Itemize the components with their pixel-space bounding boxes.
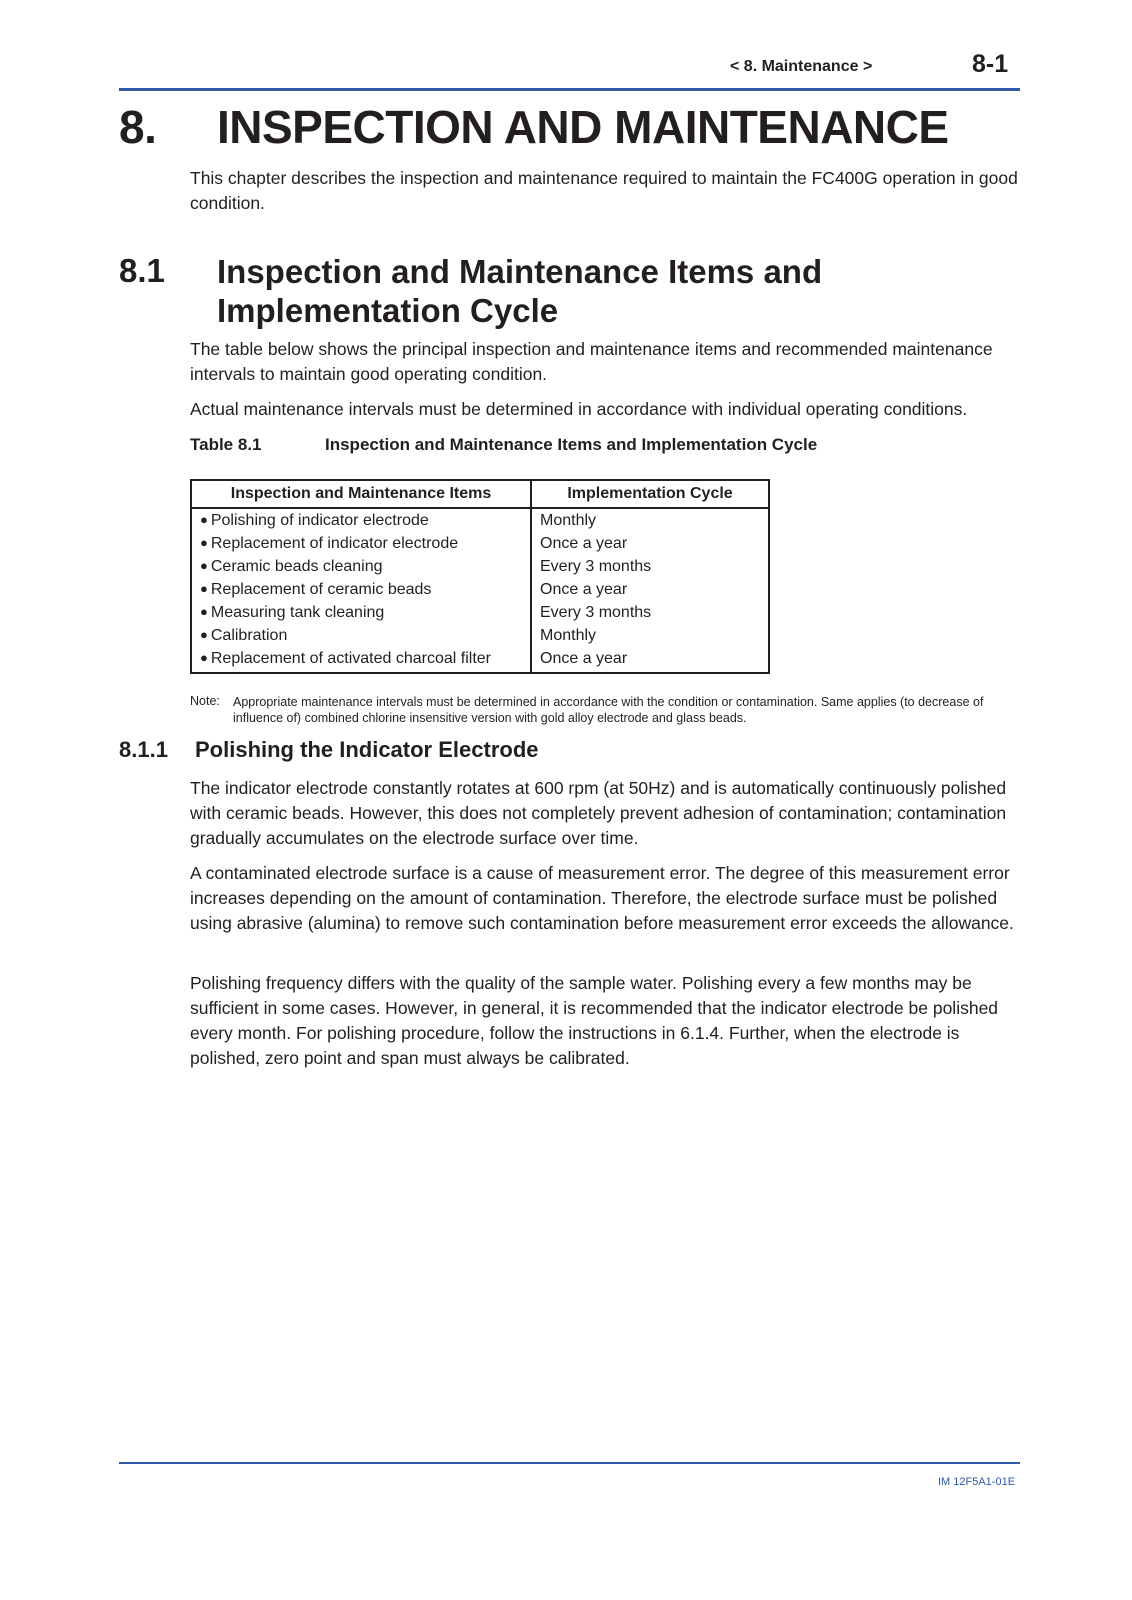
subsection-paragraph: A contaminated electrode surface is a cause of measurement error. The degree of this measurement error increases depending on the amount of contamination. Therefore, the electrode surface must be polished using abrasive (alumina) to remove such contamination before measurement error exceeds the allowance. [190, 863, 1014, 933]
running-header-section: < 8. Maintenance > [730, 58, 873, 75]
item-cell [191, 578, 531, 601]
subsection-number: 8.1.1 [119, 737, 168, 762]
table-row [191, 601, 769, 624]
section-number: 8.1 [119, 252, 165, 289]
item-cell [191, 555, 531, 578]
chapter-title: INSPECTION AND MAINTENANCE [217, 101, 949, 153]
bullet-icon: ● [200, 512, 208, 527]
section-paragraph: The table below shows the principal inspection and maintenance items and recommended maintenance intervals to maintain good operating condition. [190, 339, 993, 384]
cycle-cell: Monthly [540, 512, 597, 529]
item-text: Replacement of ceramic beads [210, 581, 432, 598]
table-row [191, 647, 769, 673]
column-header: Implementation Cycle [531, 480, 769, 508]
item-text: Replacement of activated charcoal filter [210, 650, 491, 667]
cycle-cell: Once a year [540, 650, 628, 667]
footer-rule [119, 1462, 1020, 1464]
table-row [191, 555, 769, 578]
item-cell [191, 624, 531, 647]
table-caption: Inspection and Maintenance Items and Implementation Cycle [325, 435, 818, 454]
table-row [191, 508, 769, 532]
cycle-cell: Monthly [540, 627, 597, 644]
cycle-cell: Every 3 months [540, 604, 652, 621]
item-cell [191, 647, 531, 673]
cycle-cell: Once a year [540, 535, 628, 552]
column-header: Inspection and Maintenance Items [191, 480, 531, 508]
bullet-icon: ● [200, 627, 208, 642]
item-cell [191, 508, 531, 532]
table-row [191, 578, 769, 601]
bullet-icon: ● [200, 650, 208, 665]
bullet-icon: ● [200, 604, 208, 619]
item-text: Ceramic beads cleaning [210, 558, 383, 575]
bullet-icon: ● [200, 558, 208, 573]
item-cell [191, 532, 531, 555]
item-text: Calibration [210, 627, 288, 644]
header-rule [119, 88, 1020, 91]
bullet-icon: ● [200, 535, 208, 550]
subsection-paragraph: Polishing frequency differs with the quality of the sample water. Polishing every a few months may be sufficient in some cases. However, in general, it is recommended that the indicator electrode be polished every month. For polishing procedure, follow the instructions in 6.1.4. Further, when the electrode is polished, zero point and span must always be calibrated. [190, 973, 999, 1068]
cycle-cell: Once a year [540, 581, 628, 598]
item-text: Replacement of indicator electrode [210, 535, 459, 552]
section-paragraph: Actual maintenance intervals must be determined in accordance with individual operating conditions. [190, 399, 968, 419]
item-text: Polishing of indicator electrode [210, 512, 429, 529]
section-title: Inspection and Maintenance Items and Implementation Cycle [217, 253, 823, 329]
item-text: Measuring tank cleaning [210, 604, 385, 621]
table-row [191, 624, 769, 647]
table-label: Table 8.1 [190, 435, 262, 454]
table-header-row [191, 480, 769, 508]
note-label: Note: [190, 694, 220, 708]
chapter-number: 8. [119, 101, 157, 153]
note-text: Appropriate maintenance intervals must be determined in accordance with the condition or contamination. Same applies (to decrease of influence of) combined chlorine insensitive version with gold alloy electrode and glass beads. [233, 695, 984, 725]
table-row [191, 532, 769, 555]
page-number: 8-1 [972, 50, 1009, 78]
item-cell [191, 601, 531, 624]
chapter-intro: This chapter describes the inspection and maintenance required to maintain the FC400G operation in good condition. [190, 168, 1018, 213]
subsection-paragraph: The indicator electrode constantly rotates at 600 rpm (at 50Hz) and is automatically continuously polished with ceramic beads. However, this does not completely prevent adhesion of contamination; contamination gradually accumulates on the electrode surface over time. [190, 778, 1007, 848]
maintenance-table [190, 479, 770, 674]
subsection-title: Polishing the Indicator Electrode [195, 737, 539, 762]
bullet-icon: ● [200, 581, 208, 596]
document-id: IM 12F5A1-01E [938, 1476, 1016, 1488]
cycle-cell: Every 3 months [540, 558, 652, 575]
